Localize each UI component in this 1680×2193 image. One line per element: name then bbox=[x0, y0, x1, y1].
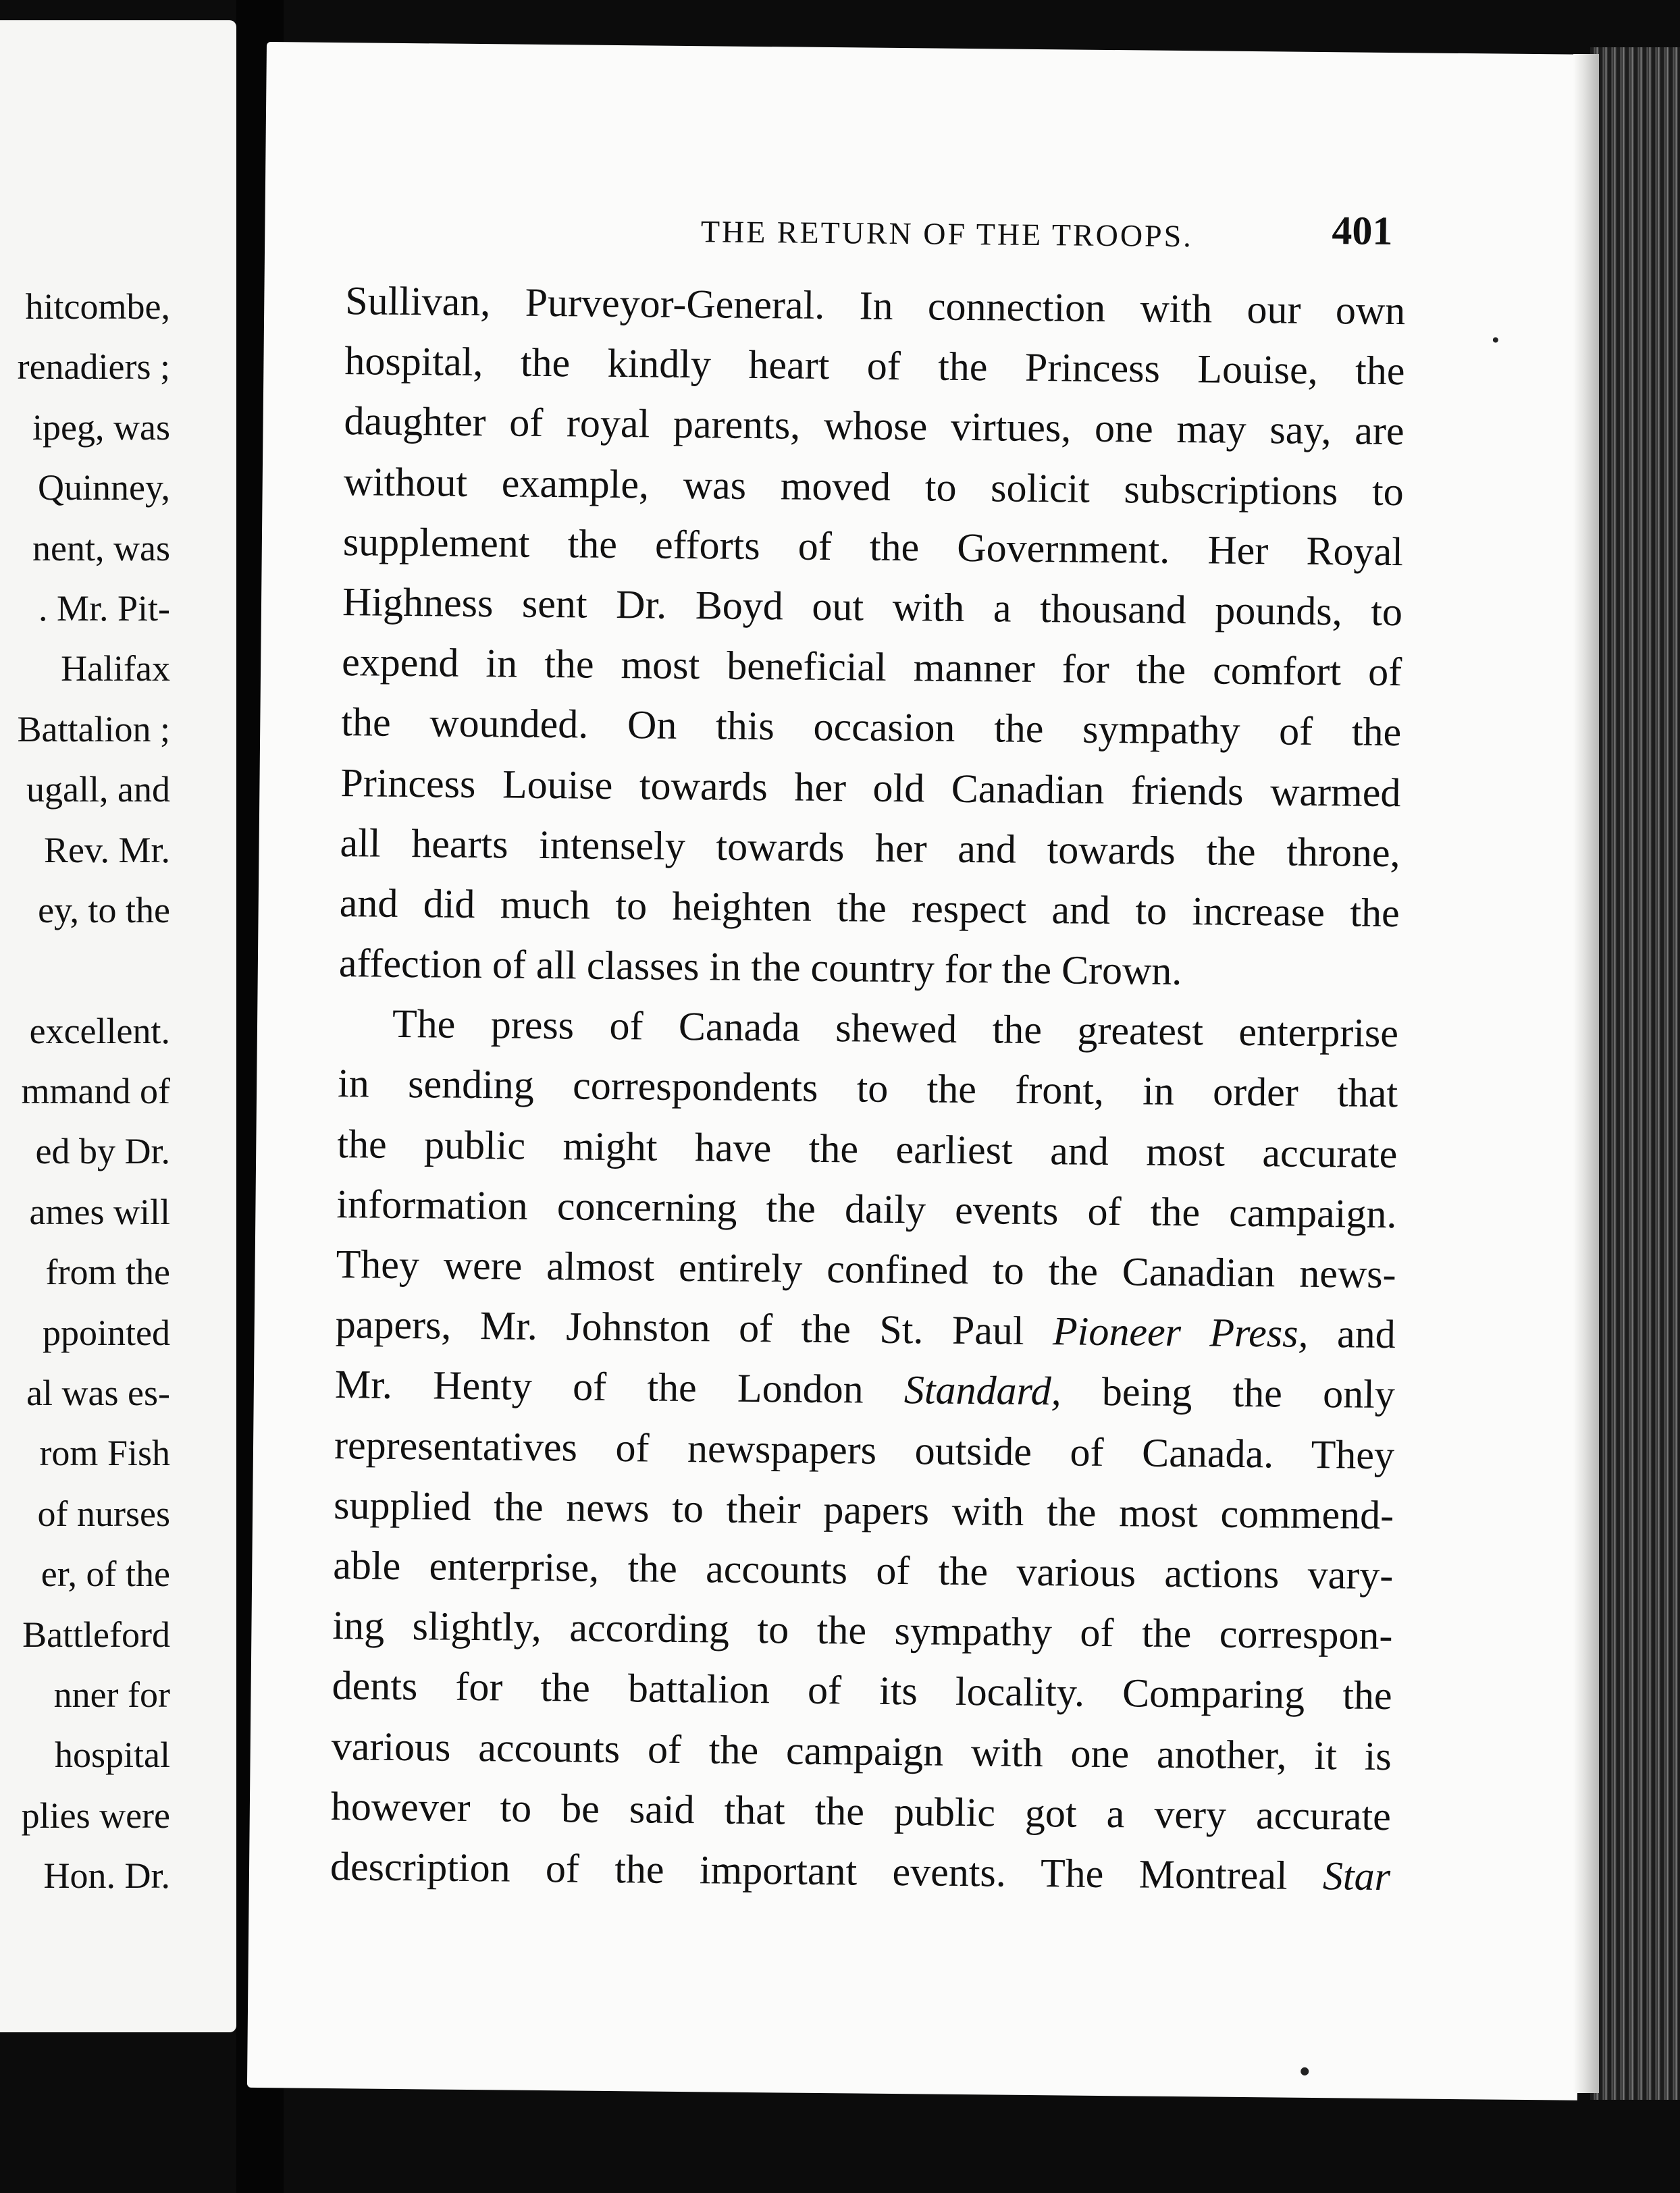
previous-page-line: hospital bbox=[55, 1735, 170, 1776]
text-segment: being the only bbox=[1061, 1369, 1396, 1417]
text-segment: Mr. Henty of the London bbox=[334, 1362, 905, 1412]
previous-page-line: Battleford bbox=[22, 1614, 170, 1655]
text-line: supplied the news to their papers with the most commend- bbox=[333, 1482, 1394, 1537]
page-number: 401 bbox=[1332, 208, 1393, 254]
page-edges bbox=[1590, 47, 1680, 2100]
ink-speck bbox=[1301, 2067, 1309, 2076]
text-segment: description of the important events. The Montreal bbox=[330, 1843, 1323, 1899]
text-line: in sending correspondents to the front, in order that bbox=[337, 1061, 1398, 1116]
previous-page-line: Halifax bbox=[61, 648, 170, 689]
text-segment: and bbox=[1308, 1311, 1396, 1357]
page-fore-edge bbox=[1573, 54, 1599, 2093]
text-line: able enterprise, the accounts of the various actions vary- bbox=[333, 1542, 1394, 1598]
previous-page-line: ey, to the bbox=[38, 889, 170, 930]
text-line: daughter of royal parents, whose virtues, one may say, are bbox=[344, 398, 1405, 454]
previous-page-line: er, of the bbox=[41, 1554, 170, 1595]
previous-page-line: ipeg, was bbox=[32, 406, 170, 448]
text-line: Sullivan, Purveyor-General. In connection with our own bbox=[345, 278, 1406, 334]
previous-page-line: Battalion ; bbox=[17, 708, 170, 749]
italic-title: Pioneer Press, bbox=[1052, 1309, 1309, 1356]
text-line: ing slightly, according to the sympathy of the correspon- bbox=[332, 1603, 1393, 1658]
previous-page-line: excellent. bbox=[29, 1010, 170, 1051]
text-line bbox=[335, 1294, 1396, 1365]
body-text bbox=[330, 271, 1406, 1907]
previous-page-line: nner for bbox=[53, 1674, 170, 1715]
text-line: They were almost entirely confined to the Canadian news- bbox=[336, 1242, 1396, 1297]
previous-page-line: Rev. Mr. bbox=[44, 829, 170, 870]
previous-page-line: ed by Dr. bbox=[35, 1131, 170, 1172]
previous-page-line: . Mr. Pit- bbox=[38, 587, 170, 629]
text-line: expend in the most beneficial manner for the comfort of bbox=[341, 639, 1402, 695]
text-line: hospital, the kindly heart of the Princess Louise, the bbox=[344, 338, 1405, 394]
text-line: supplement the efforts of the Government. Her Royal bbox=[342, 519, 1404, 574]
previous-page-line: ppointed bbox=[43, 1312, 170, 1353]
text-line: the public might have the earliest and most accurate bbox=[337, 1121, 1398, 1176]
previous-page-line: renadiers ; bbox=[17, 346, 170, 388]
text-line: representatives of newspapers outside of Canada. They bbox=[334, 1422, 1395, 1477]
text-line: dents for the battalion of its locality. Comparing the bbox=[332, 1663, 1392, 1718]
ink-speck bbox=[1493, 337, 1498, 342]
previous-page-line: nent, was bbox=[32, 527, 170, 569]
previous-page-line: hitcombe, bbox=[25, 286, 170, 327]
italic-title: Standard, bbox=[903, 1367, 1062, 1414]
text-segment: papers, Mr. Johnston of the St. Paul bbox=[335, 1302, 1053, 1354]
running-head: THE RETURN OF THE TROOPS. bbox=[700, 214, 1193, 254]
text-line: information concerning the daily events of the campaign. bbox=[336, 1181, 1397, 1236]
previous-page-line: from the bbox=[45, 1252, 170, 1293]
previous-page-line: plies were bbox=[21, 1795, 170, 1836]
text-line bbox=[330, 1837, 1391, 1907]
text-line: various accounts of the campaign with one another, it is bbox=[331, 1723, 1392, 1778]
text-line: and did much to heighten the respect and to increase the bbox=[339, 880, 1400, 936]
text-line: all hearts intensely towards her and towards the throne, bbox=[340, 820, 1400, 875]
previous-page-line: ugall, and bbox=[26, 769, 170, 810]
previous-page-line: ames will bbox=[29, 1191, 170, 1232]
italic-title: Star bbox=[1322, 1853, 1391, 1899]
previous-page-line: Quinney, bbox=[38, 467, 170, 508]
previous-page-line bbox=[0, 941, 170, 1001]
text-line: The press of Canada shewed the greatest enterprise bbox=[392, 1001, 1399, 1056]
text-line: without example, was moved to solicit subscriptions to bbox=[343, 458, 1405, 514]
previous-page-text bbox=[0, 277, 170, 1907]
previous-page bbox=[0, 20, 236, 2032]
previous-page-line: Hon. Dr. bbox=[43, 1855, 170, 1897]
text-line: the wounded. On this occasion the sympathy of the bbox=[341, 699, 1402, 755]
text-line: Princess Louise towards her old Canadian friends warmed bbox=[340, 760, 1401, 815]
previous-page-line: of nurses bbox=[37, 1493, 170, 1534]
text-line bbox=[334, 1354, 1395, 1425]
text-line: Highness sent Dr. Boyd out with a thousand pounds, to bbox=[342, 579, 1403, 635]
previous-page-line: mmand of bbox=[21, 1071, 170, 1112]
current-page bbox=[247, 42, 1597, 2100]
previous-page-line: al was es- bbox=[26, 1373, 170, 1414]
text-line: however to be said that the public got a very accurate bbox=[330, 1783, 1392, 1839]
previous-page-line: rom Fish bbox=[39, 1433, 170, 1474]
text-line: affection of all classes in the country for the Crown. bbox=[338, 941, 1182, 994]
